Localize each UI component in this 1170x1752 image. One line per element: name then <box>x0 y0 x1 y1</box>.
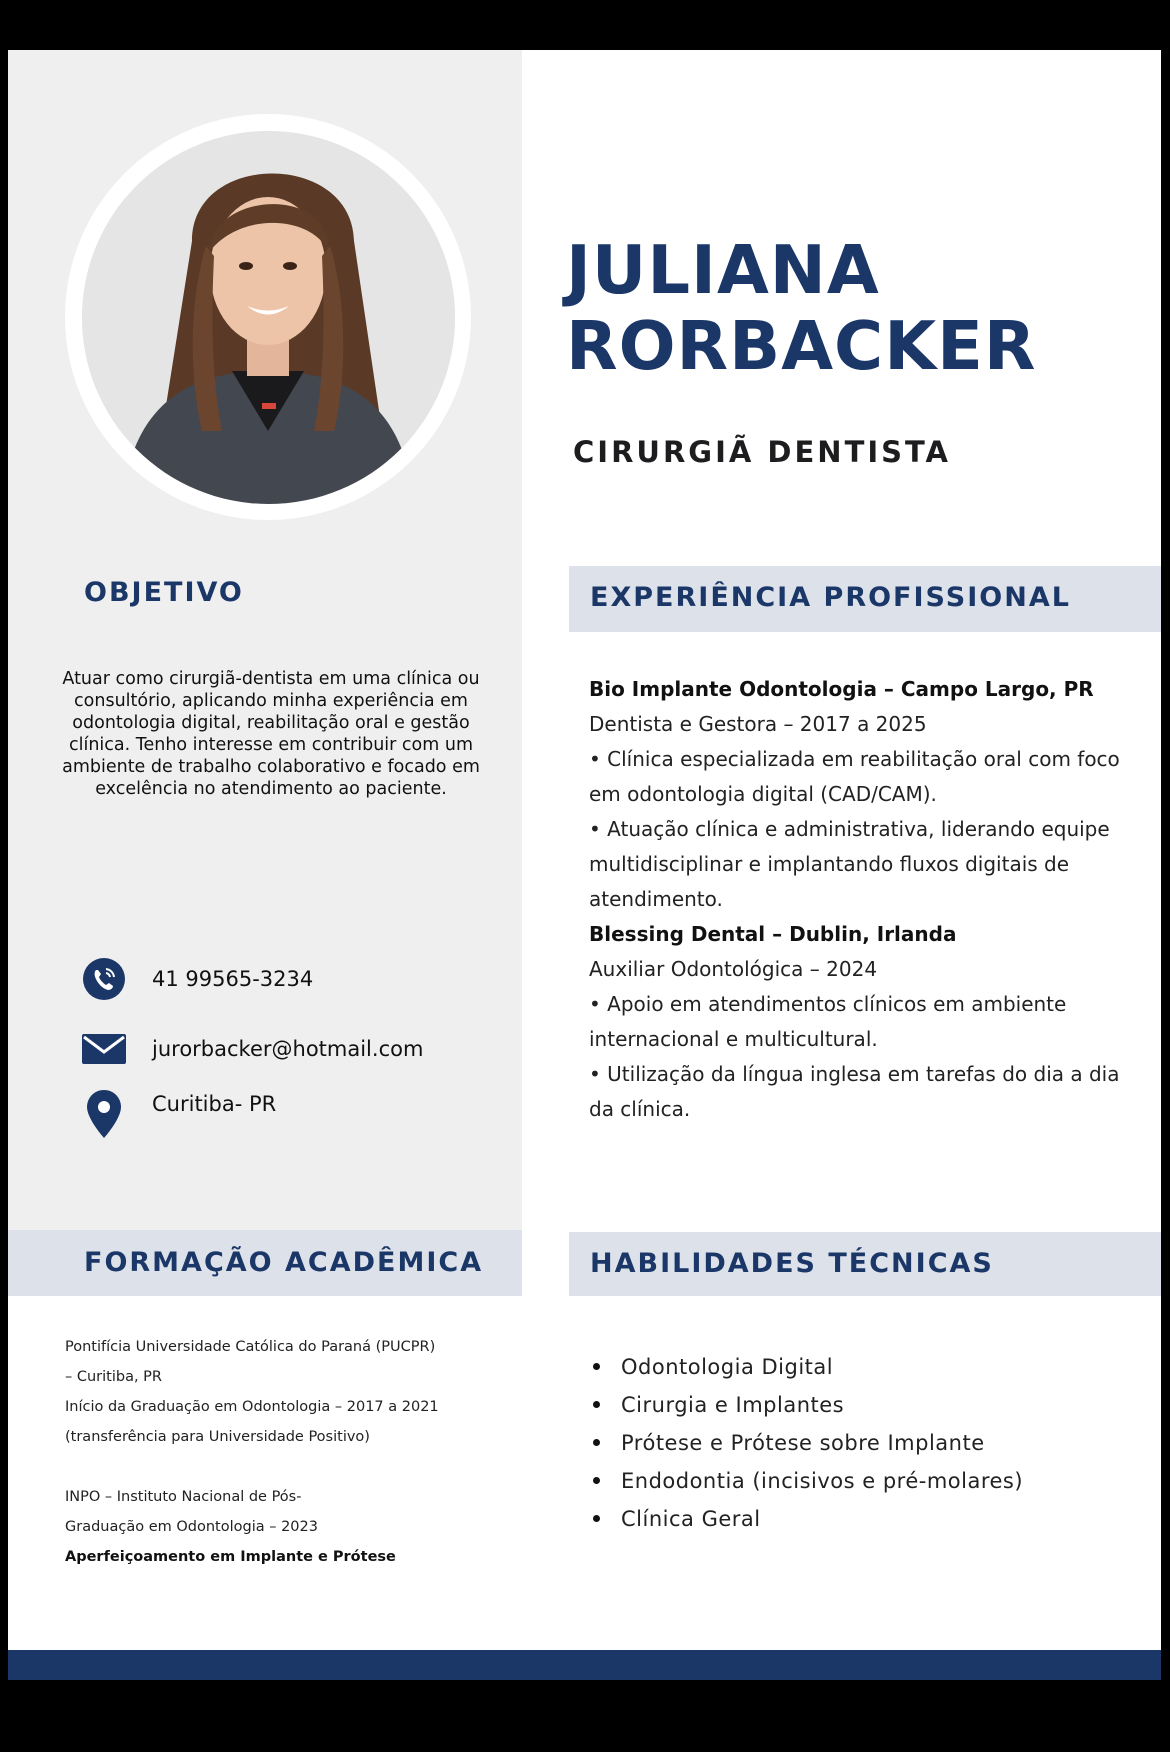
profile-photo <box>82 131 455 504</box>
job-bullet: • Clínica especializada em reabilitação oral com foco em odontologia digital (CAD/CAM). <box>589 747 1120 806</box>
skill-item: Prótese e Prótese sobre Implante <box>590 1424 1023 1462</box>
job-position: Dentista e Gestora – 2017 a 2025 <box>589 712 927 736</box>
profile-photo-illustration <box>82 131 455 504</box>
skills-header-band <box>569 1232 1161 1296</box>
job-employer: Bio Implante Odontologia – Campo Largo, PR <box>589 677 1094 701</box>
skills-list <box>590 1348 1023 1538</box>
education-line: (transferência para Universidade Positivo) <box>65 1429 370 1445</box>
email-address: jurorbacker@hotmail.com <box>152 1037 424 1061</box>
skill-item: Endodontia (incisivos e pré-molares) <box>590 1462 1023 1500</box>
skills-heading: HABILIDADES TÉCNICAS <box>590 1248 994 1279</box>
first-name: JULIANA <box>566 231 880 309</box>
education-line: Graduação em Odontologia – 2023 <box>65 1519 318 1535</box>
job-bullet: • Apoio em atendimentos clínicos em ambiente internacional e multicultural. <box>589 992 1067 1051</box>
contact-email <box>82 1027 423 1071</box>
education-line: INPO – Instituto Nacional de Pós- <box>65 1489 302 1505</box>
phone-icon <box>82 957 126 1001</box>
education-line: – Curitiba, PR <box>65 1369 163 1385</box>
experience-header-band <box>569 566 1161 632</box>
objective-text: Atuar como cirurgiã-dentista em uma clínica ou consultório, aplicando minha experiência em odontologia digital, reabilitação oral e gestão clínica. Tenho interesse em contribuir com um ambiente de trabalho colaborativo e focado em excelência no atendimento ao paciente. <box>62 669 480 799</box>
job-position: Auxiliar Odontológica – 2024 <box>589 957 878 981</box>
skill-item: Cirurgia e Implantes <box>590 1386 1023 1424</box>
education-line: Aperfeiçoamento em Implante e Prótese <box>65 1549 396 1565</box>
education-header-band <box>8 1230 522 1296</box>
job-bullet: • Atuação clínica e administrativa, liderando equipe multidisciplinar e implantando fluxos digitais de atendimento. <box>589 817 1110 911</box>
last-name: RORBACKER <box>566 307 1037 385</box>
education-line: Pontifícia Universidade Católica do Paraná (PUCPR) <box>65 1339 436 1355</box>
profile-photo-frame <box>65 114 471 520</box>
experience-heading: EXPERIÊNCIA PROFISSIONAL <box>590 582 1071 613</box>
job-title: CIRURGIÃ DENTISTA <box>573 435 952 469</box>
footer-bar <box>8 1650 1161 1680</box>
mail-icon <box>82 1027 126 1071</box>
job-bullet: • Utilização da língua inglesa em tarefas do dia a dia da clínica. <box>589 1062 1120 1121</box>
location-text: Curitiba- PR <box>152 1092 277 1116</box>
job-employer: Blessing Dental – Dublin, Irlanda <box>589 922 957 946</box>
education-heading: FORMAÇÃO ACADÊMICA <box>84 1247 484 1278</box>
education-line: Início da Graduação em Odontologia – 2017 a 2021 <box>65 1399 439 1415</box>
education-list <box>65 1332 505 1572</box>
experience-list <box>589 672 1149 1127</box>
contact-location <box>82 1090 276 1138</box>
contact-phone <box>82 957 313 1001</box>
resume-page <box>8 50 1161 1680</box>
location-pin-icon <box>82 1090 126 1138</box>
objective-heading: OBJETIVO <box>84 577 244 608</box>
skill-item: Odontologia Digital <box>590 1348 1023 1386</box>
skill-item: Clínica Geral <box>590 1500 1023 1538</box>
candidate-name <box>566 232 1037 384</box>
phone-number: 41 99565-3234 <box>152 967 314 991</box>
